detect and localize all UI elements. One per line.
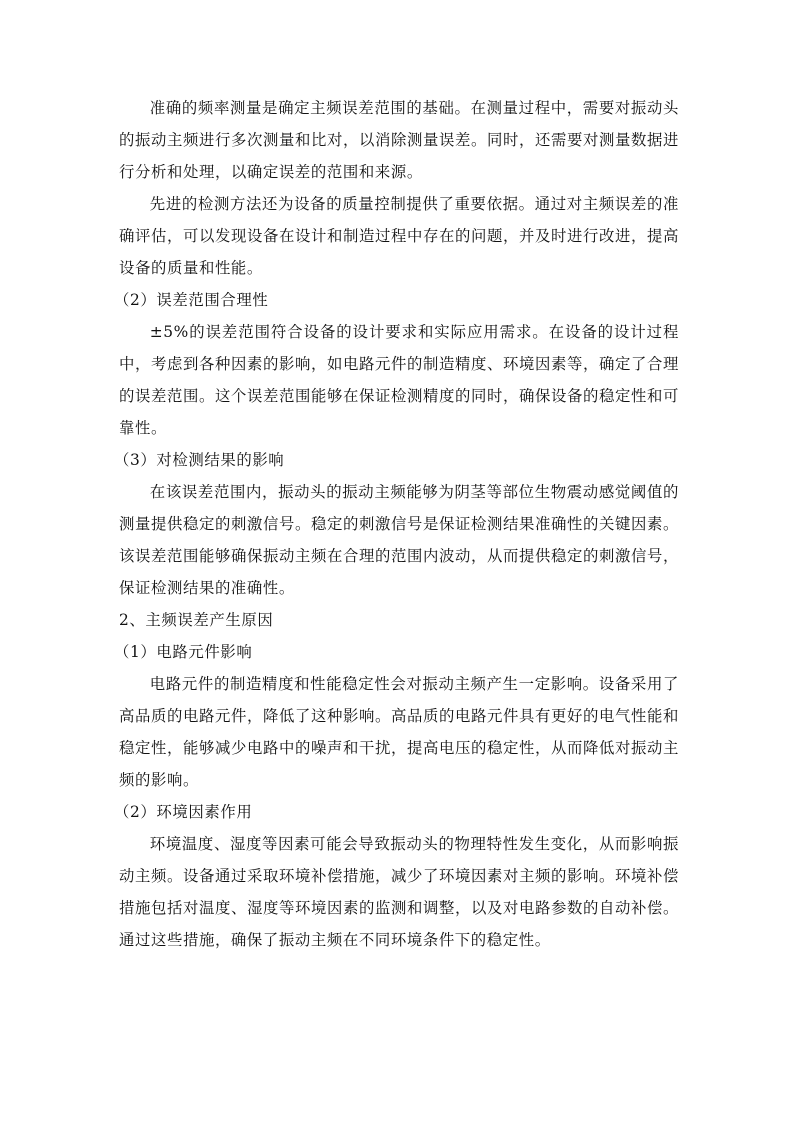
section-heading-error-causes: 2、主频误差产生原因	[119, 611, 274, 629]
subheading-error-range-rationality: （2）误差范围合理性	[114, 291, 269, 309]
paragraph-detection-methods: 先进的检测方法还为设备的质量控制提供了重要依据。通过对主频误差的准确评估，可以发现设备在设计和制造过程中存在的问题，并及时进行改进，提高设备的质量和性能。	[119, 195, 679, 277]
paragraph-impact-on-results: 在该误差范围内，振动头的振动主频能够为阴茎等部位生物震动感觉阈值的测量提供稳定的刺激信号。稳定的刺激信号是保证检测结果准确性的关键因素。该误差范围能够确保振动主频在合理的范围内波动，从而提供稳定的刺激信号，保证检测结果的准确性。	[119, 483, 679, 597]
paragraph-error-range: ±5%的误差范围符合设备的设计要求和实际应用需求。在设备的设计过程中，考虑到各种因素的影响，如电路元件的制造精度、环境因素等，确定了合理的误差范围。这个误差范围能够在保证检测精度的同时，确保设备的稳定性和可靠性。	[119, 323, 679, 437]
paragraph-circuit-components: 电路元件的制造精度和性能稳定性会对振动主频产生一定影响。设备采用了高品质的电路元件，降低了这种影响。高品质的电路元件具有更好的电气性能和稳定性，能够减少电路中的噪声和干扰，提高电压的稳定性，从而降低对振动主频的影响。	[119, 675, 679, 789]
subheading-circuit-components: （1）电路元件影响	[114, 643, 253, 661]
subheading-environmental-factors: （2）环境因素作用	[114, 803, 253, 821]
paragraph-environmental-factors: 环境温度、湿度等因素可能会导致振动头的物理特性发生变化，从而影响振动主频。设备通过采取环境补偿措施，减少了环境因素对主频的影响。环境补偿措施包括对温度、湿度等环境因素的监测和调整，以及对电路参数的自动补偿。通过这些措施，确保了振动主频在不同环境条件下的稳定性。	[119, 835, 679, 949]
paragraph-frequency-measurement: 准确的频率测量是确定主频误差范围的基础。在测量过程中，需要对振动头的振动主频进行多次测量和比对，以消除测量误差。同时，还需要对测量数据进行分析和处理，以确定误差的范围和来源。	[119, 99, 679, 181]
document-body	[114, 92, 679, 956]
subheading-impact-on-results: （3）对检测结果的影响	[114, 451, 285, 469]
